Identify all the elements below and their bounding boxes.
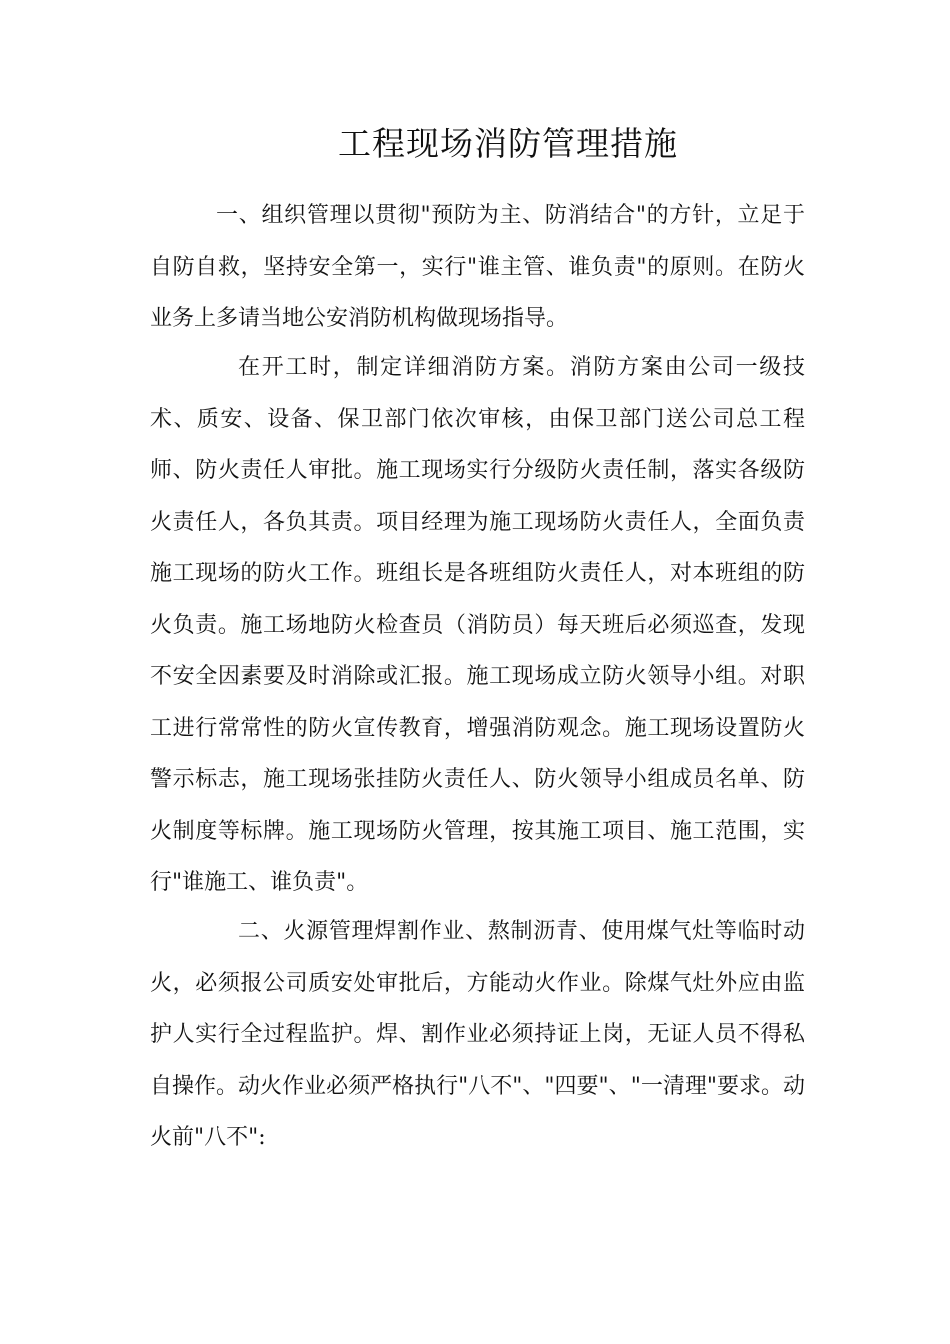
paragraph-organization-management: 一、组织管理以贯彻"预防为主、防消结合"的方针，立足于自防自救，坚持安全第一，实行"谁主管、谁负责"的原则。在防火业务上多请当地公安消防机构做现场指导。 <box>150 203 805 331</box>
paragraph-fire-source-management: 二、火源管理焊割作业、熬制沥青、使用煤气灶等临时动火，必须报公司质安处审批后，方能动火作业。除煤气灶外应由监护人实行全过程监护。焊、割作业必须持证上岗，无证人员不得私自操作。动火作业必须严格执行"八不"、"四要"、"一清理"要求。动火前"八不": <box>150 919 805 1150</box>
paragraph-fire-plan: 在开工时，制定详细消防方案。消防方案由公司一级技术、质安、设备、保卫部门依次审核，由保卫部门送公司总工程师、防火责任人审批。施工现场实行分级防火责任制，落实各级防火责任人，各负其责。项目经理为施工现场防火责任人，全面负责施工现场的防火工作。班组长是各班组防火责任人，对本班组的防火负责。施工场地防火检查员（消防员）每天班后必须巡查，发现不安全因素要及时消除或汇报。施工现场成立防火领导小组。对职工进行常常性的防火宣传教育，增强消防观念。施工现场设置防火警示标志，施工现场张挂防火责任人、防火领导小组成员名单、防火制度等标牌。施工现场防火管理，按其施工项目、施工范围，实行"谁施工、谁负责"。 <box>150 355 805 895</box>
document-title: 工程现场消防管理措施 <box>338 124 678 163</box>
